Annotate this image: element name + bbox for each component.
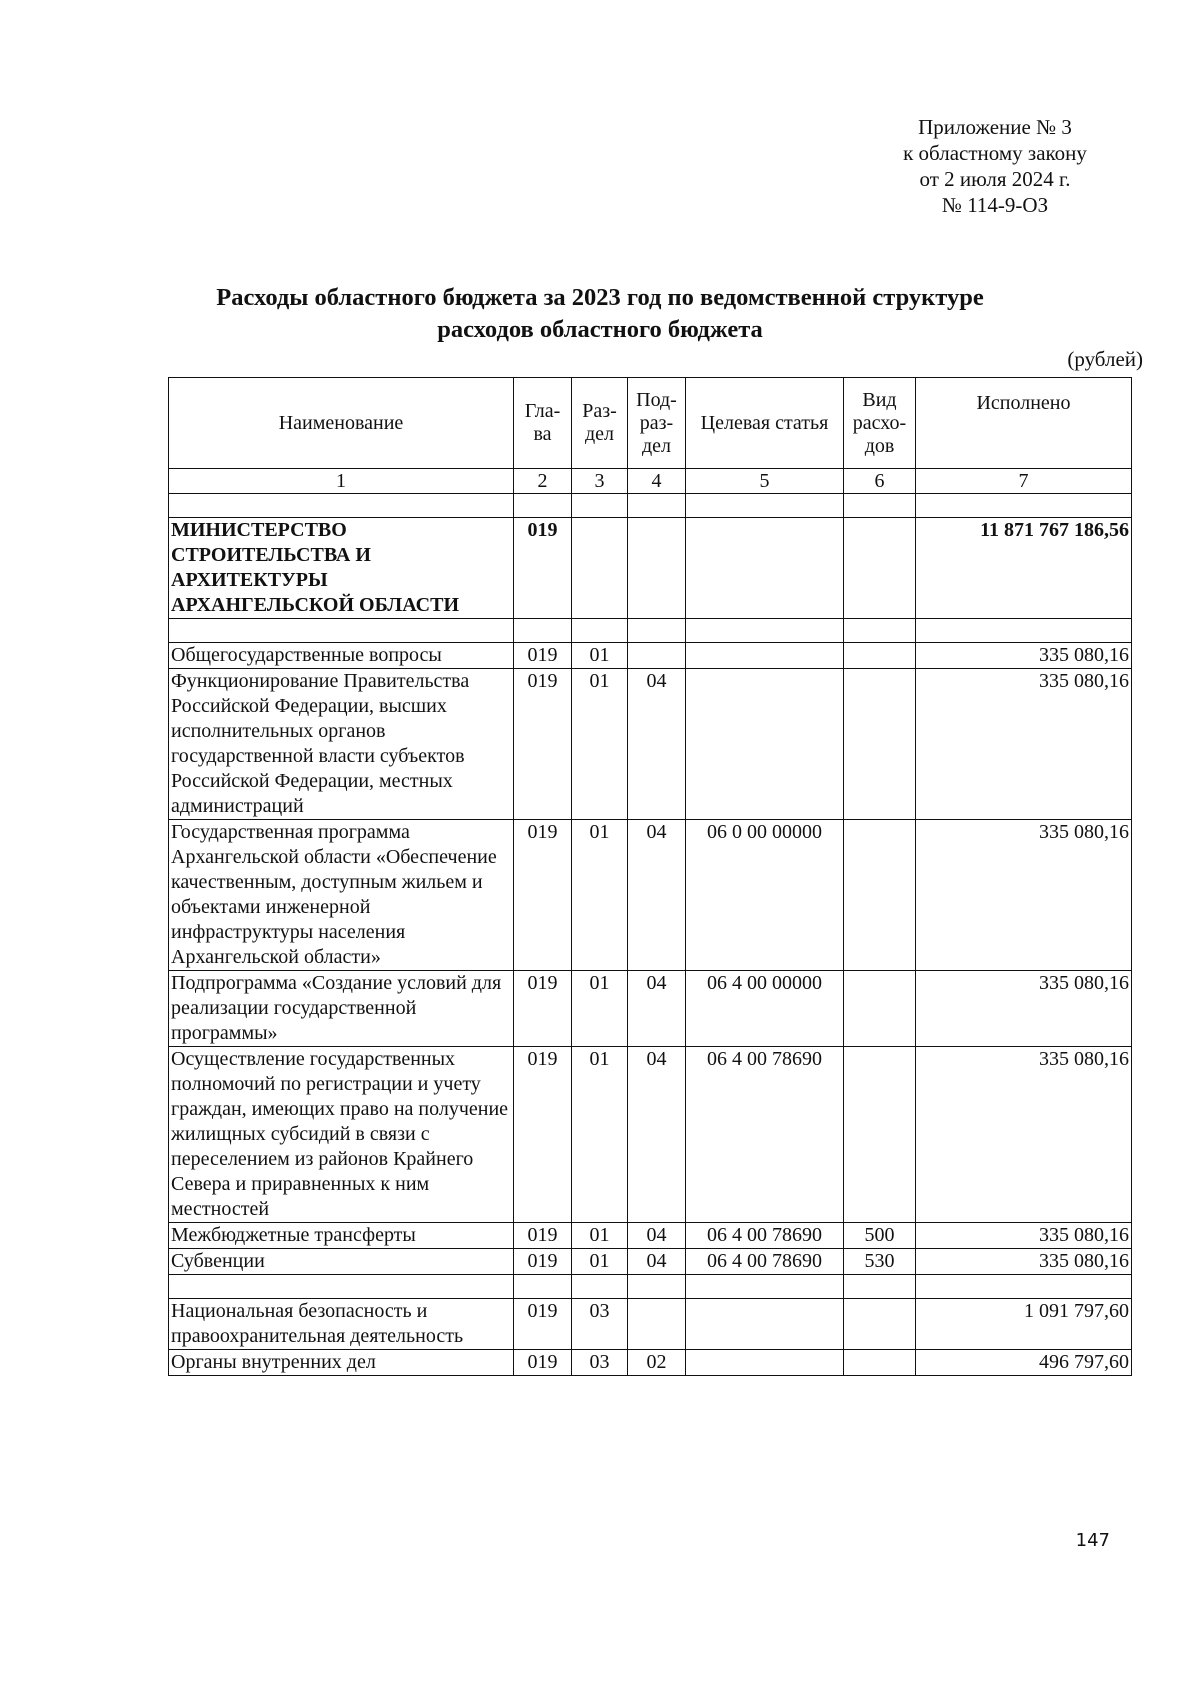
cell-executed: 335 080,16	[916, 971, 1132, 1047]
cell-executed: 335 080,16	[916, 643, 1132, 669]
cell-name: Осуществление государственных полномочий по регистрации и учету граждан, имеющих право на получение жилищных субсидий в связи с переселением из районов Крайнего Севера и приравненных к ним местностей	[169, 1047, 514, 1223]
column-number: 1	[169, 469, 514, 494]
cell-type	[844, 619, 916, 643]
cell-type	[844, 494, 916, 518]
table-row	[169, 1249, 1132, 1275]
cell-subsection: 04	[628, 669, 686, 820]
table-row	[169, 820, 1132, 971]
column-number: 4	[628, 469, 686, 494]
cell-executed	[916, 1275, 1132, 1299]
cell-section: 01	[572, 643, 628, 669]
cell-name	[169, 494, 514, 518]
cell-chapter: 019	[514, 820, 572, 971]
table-row	[169, 1299, 1132, 1350]
cell-chapter: 019	[514, 518, 572, 619]
cell-target: 06 4 00 78690	[686, 1223, 844, 1249]
cell-section	[572, 619, 628, 643]
cell-target	[686, 619, 844, 643]
column-number: 2	[514, 469, 572, 494]
table-row	[169, 1223, 1132, 1249]
cell-section	[572, 1275, 628, 1299]
cell-name: Национальная безопасность и правоохранительная деятельность	[169, 1299, 514, 1350]
cell-section	[572, 518, 628, 619]
cell-section: 01	[572, 971, 628, 1047]
cell-subsection	[628, 1299, 686, 1350]
cell-type	[844, 1275, 916, 1299]
page-number: 147	[1075, 1530, 1110, 1551]
cell-chapter	[514, 1275, 572, 1299]
cell-chapter: 019	[514, 1223, 572, 1249]
cell-executed: 335 080,16	[916, 1047, 1132, 1223]
appendix-line-2: к областному закону	[903, 141, 1087, 165]
cell-executed: 496 797,60	[916, 1350, 1132, 1376]
cell-type	[844, 518, 916, 619]
table-row	[169, 1275, 1132, 1299]
cell-name	[169, 619, 514, 643]
cell-name: Межбюджетные трансферты	[169, 1223, 514, 1249]
appendix-line-4: № 114-9-ОЗ	[941, 193, 1049, 217]
cell-subsection	[628, 494, 686, 518]
cell-chapter: 019	[514, 971, 572, 1047]
cell-name: Государственная программа Архангельской области «Обеспечение качественным, доступным жильем и объектами инженерной инфраструктуры населения Архангельской области»	[169, 820, 514, 971]
cell-executed: 1 091 797,60	[916, 1299, 1132, 1350]
cell-section: 01	[572, 1249, 628, 1275]
cell-subsection: 04	[628, 971, 686, 1047]
cell-section: 01	[572, 1223, 628, 1249]
cell-executed: 335 080,16	[916, 1249, 1132, 1275]
table-row	[169, 1047, 1132, 1223]
cell-type: 500	[844, 1223, 916, 1249]
cell-name: Функционирование Правительства Российской Федерации, высших исполнительных органов государственной власти субъектов Российской Федерации, местных администраций	[169, 669, 514, 820]
header-section: Раз- дел	[572, 378, 628, 469]
cell-type	[844, 820, 916, 971]
table-row	[169, 971, 1132, 1047]
table-row	[169, 669, 1132, 820]
cell-name: Органы внутренних дел	[169, 1350, 514, 1376]
cell-chapter: 019	[514, 1350, 572, 1376]
cell-subsection	[628, 643, 686, 669]
cell-subsection: 04	[628, 1047, 686, 1223]
budget-table	[168, 377, 1132, 1376]
cell-section	[572, 494, 628, 518]
table-row	[169, 619, 1132, 643]
cell-executed: 11 871 767 186,56	[916, 518, 1132, 619]
document-title	[150, 282, 1050, 346]
cell-section: 01	[572, 820, 628, 971]
column-number: 7	[916, 469, 1132, 494]
cell-section: 03	[572, 1350, 628, 1376]
cell-section: 01	[572, 669, 628, 820]
header-type: Вид расхо- дов	[844, 378, 916, 469]
cell-target: 06 4 00 78690	[686, 1047, 844, 1223]
units-label: (рублей)	[1067, 347, 1143, 371]
table-row	[169, 494, 1132, 518]
cell-target: 06 4 00 78690	[686, 1249, 844, 1275]
cell-chapter	[514, 619, 572, 643]
cell-target: 06 0 00 00000	[686, 820, 844, 971]
cell-executed	[916, 494, 1132, 518]
cell-name	[169, 1275, 514, 1299]
table-row	[169, 1350, 1132, 1376]
document-title-line-1: Расходы областного бюджета за 2023 год по ведомственной структуре	[216, 284, 984, 311]
cell-name: Подпрограмма «Создание условий для реализации государственной программы»	[169, 971, 514, 1047]
table-row	[169, 643, 1132, 669]
cell-target: 06 4 00 00000	[686, 971, 844, 1047]
header-row	[169, 378, 1132, 469]
cell-name: Общегосударственные вопросы	[169, 643, 514, 669]
cell-executed: 335 080,16	[916, 669, 1132, 820]
cell-target	[686, 1275, 844, 1299]
cell-target	[686, 1299, 844, 1350]
cell-type	[844, 669, 916, 820]
cell-section: 03	[572, 1299, 628, 1350]
cell-type	[844, 1047, 916, 1223]
cell-type: 530	[844, 1249, 916, 1275]
header-target: Целевая статья	[686, 378, 844, 469]
cell-type	[844, 1350, 916, 1376]
cell-subsection: 04	[628, 820, 686, 971]
cell-target	[686, 1350, 844, 1376]
cell-chapter: 019	[514, 1249, 572, 1275]
cell-subsection: 04	[628, 1249, 686, 1275]
cell-chapter: 019	[514, 1299, 572, 1350]
cell-executed: 335 080,16	[916, 1223, 1132, 1249]
column-number: 3	[572, 469, 628, 494]
cell-name: Субвенции	[169, 1249, 514, 1275]
column-number-row	[169, 469, 1132, 494]
document-title-line-2: расходов областного бюджета	[437, 316, 763, 343]
column-number: 5	[686, 469, 844, 494]
cell-chapter: 019	[514, 1047, 572, 1223]
appendix-block	[865, 114, 1125, 218]
cell-subsection: 04	[628, 1223, 686, 1249]
cell-subsection	[628, 619, 686, 643]
cell-target	[686, 643, 844, 669]
cell-type	[844, 971, 916, 1047]
appendix-line-1: Приложение № 3	[918, 115, 1072, 139]
cell-name: МИНИСТЕРСТВО СТРОИТЕЛЬСТВА И АРХИТЕКТУРЫ АРХАНГЕЛЬСКОЙ ОБЛАСТИ	[169, 518, 514, 619]
cell-subsection	[628, 1275, 686, 1299]
cell-type	[844, 1299, 916, 1350]
header-name: Наименование	[169, 378, 514, 469]
cell-target	[686, 494, 844, 518]
cell-executed: 335 080,16	[916, 820, 1132, 971]
cell-subsection	[628, 518, 686, 619]
table-body	[169, 469, 1132, 1376]
column-number: 6	[844, 469, 916, 494]
cell-section: 01	[572, 1047, 628, 1223]
cell-chapter: 019	[514, 643, 572, 669]
cell-chapter	[514, 494, 572, 518]
header-subsection: Под- раз- дел	[628, 378, 686, 469]
cell-target	[686, 518, 844, 619]
cell-chapter: 019	[514, 669, 572, 820]
cell-target	[686, 669, 844, 820]
header-executed: Исполнено	[916, 378, 1132, 469]
appendix-line-3: от 2 июля 2024 г.	[919, 167, 1071, 191]
cell-subsection: 02	[628, 1350, 686, 1376]
cell-type	[844, 643, 916, 669]
header-chapter: Гла- ва	[514, 378, 572, 469]
cell-executed	[916, 619, 1132, 643]
table-row	[169, 518, 1132, 619]
